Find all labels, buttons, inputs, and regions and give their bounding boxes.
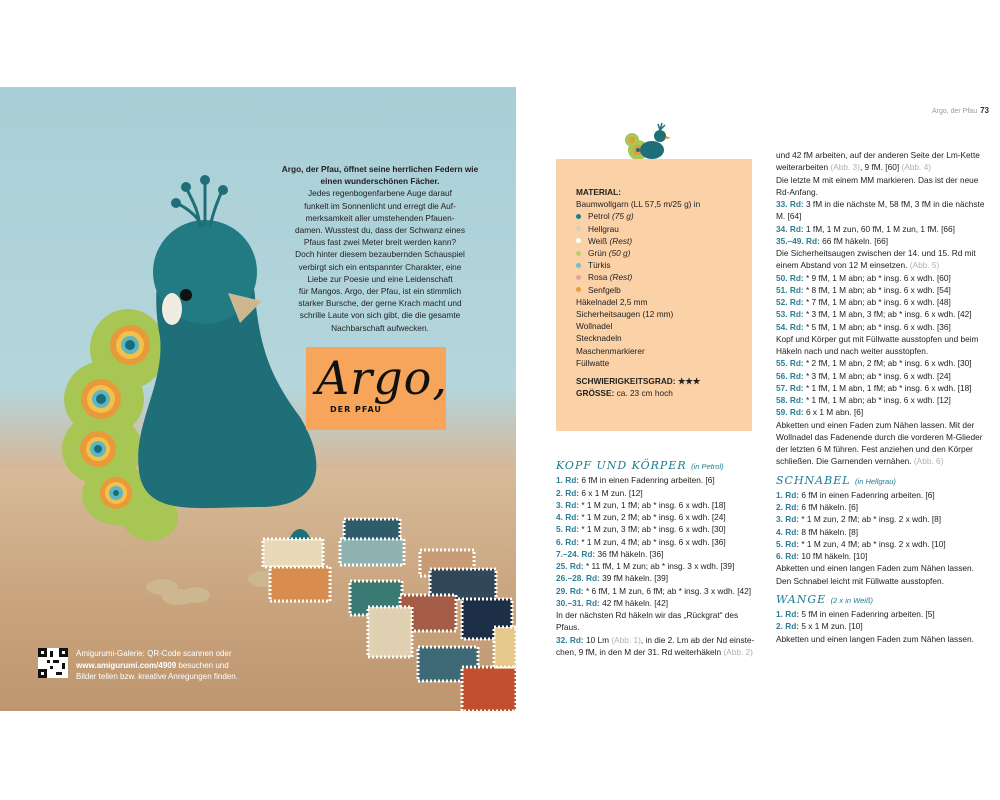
intro-line: schrille Laute von sich gibt, die die gesamte — [299, 310, 461, 321]
figure-ref: (Abb. 4) — [901, 162, 931, 173]
round-text: 3 fM in die nächste M, 58 fM, 3 fM in die nächste — [803, 199, 985, 209]
round-label: 58. Rd: — [776, 395, 804, 405]
intro-line: merksamkeit aller umstehenden Pfauen- — [305, 212, 455, 223]
round-text: * 9 fM, 1 M abn; ab * insg. 6 x wdh. [60] — [803, 272, 951, 283]
round-row — [776, 501, 998, 513]
intro-line: Jedes regenbogenfarbene Auge darauf — [308, 188, 452, 199]
round-text: * 1 M zun, 1 fM; ab * insg. 6 x wdh. [18] — [579, 499, 726, 510]
material-item: Wollnadel — [576, 321, 613, 332]
round-label: 25. Rd: — [556, 561, 584, 571]
intro-line: damen. Wusstest du, dass der Schwanz eines — [294, 225, 466, 236]
instruction-text: Kopf und Körper gut mit Füllwatte ausstopfen und beim — [776, 333, 979, 344]
material-box — [556, 159, 752, 431]
instruction-text — [776, 161, 998, 173]
color-dot — [576, 251, 581, 256]
page-number: 73 — [980, 106, 989, 115]
round-text: 39 fM häkeln. [39] — [599, 573, 669, 584]
qr-line-3: Bilder teilen bzw. kreative Anregungen finden. — [76, 672, 238, 681]
instruction-segment: schließen. Die Garnenden vernähen. — [776, 456, 914, 467]
intro-lead: Argo, der Pfau, öffnet seine herrlichen Federn wie einen wunderschönen Fächer. — [281, 164, 479, 187]
round-label: 3. Rd: — [776, 514, 800, 525]
round-text: 8 fM häkeln. [8] — [799, 526, 859, 537]
round-label: 6. Rd: — [776, 551, 800, 561]
material-color-item — [576, 210, 700, 222]
intro-line: starker Bursche, der gerne Krach macht und — [298, 298, 462, 309]
material-color-item — [576, 235, 700, 247]
round-row — [556, 585, 766, 597]
figure-ref: (Abb. 2) — [723, 646, 753, 657]
color-label: Grün — [588, 248, 607, 259]
round-text: M. [64] — [776, 211, 802, 222]
instruction-text — [776, 455, 998, 467]
round-label: 29. Rd: — [556, 585, 584, 596]
round-text: * 1 M zun, 4 fM; ab * insg. 6 x wdh. [36] — [579, 536, 726, 547]
round-row — [776, 382, 998, 394]
round-row — [776, 223, 998, 235]
round-label: 1. Rd: — [556, 475, 580, 486]
round-label: 32. Rd: — [556, 634, 584, 645]
section-heading-text: SCHNABEL — [776, 473, 851, 487]
kopf-section — [556, 456, 766, 658]
round-row — [776, 538, 998, 550]
round-label: 5. Rd: — [556, 524, 580, 535]
instruction-text: und 42 fM arbeiten, auf der anderen Seite der Lm-Kette — [776, 150, 980, 160]
material-color-item — [576, 223, 700, 235]
size-label: GRÖSSE: — [576, 388, 615, 399]
material-heading: MATERIAL: — [576, 187, 622, 197]
round-text: 1 fM, 1 M zun, 60 fM, 1 M zun, 1 fM. [66] — [803, 223, 955, 234]
round-row — [776, 370, 998, 382]
round-text: * 1 M zun, 3 fM; ab * insg. 6 x wdh. [30] — [579, 524, 726, 535]
round-text: 10 fM häkeln. [10] — [799, 551, 868, 561]
section-heading-text: KOPF UND KÖRPER — [556, 459, 687, 472]
round-row — [556, 548, 766, 560]
round-label: 34. Rd: — [776, 223, 804, 234]
round-text: * 1 M zun, 2 fM; ab * insg. 2 x wdh. [8] — [799, 514, 942, 525]
instruction-text: Rd-Anfang. — [776, 186, 818, 197]
round-label: 53. Rd: — [776, 309, 804, 320]
round-row — [776, 321, 998, 333]
color-dot — [576, 287, 581, 292]
round-text: 6 x 1 M zun. [12] — [579, 487, 643, 498]
instruction-text: In der nächsten Rd häkeln wir das „Rückgrat“ des — [556, 610, 739, 620]
round-label: 5. Rd: — [776, 538, 800, 549]
round-row — [776, 308, 998, 320]
round-label: 59. Rd: — [776, 407, 804, 418]
color-note: (Rest) — [609, 235, 633, 246]
round-row — [556, 499, 766, 511]
color-dot — [576, 275, 581, 280]
round-label: 2. Rd: — [776, 502, 800, 512]
intro-line: Doch hinter diesem bezaubernden Schauspiel — [295, 249, 465, 260]
instruction-segment: weiterarbeiten — [776, 162, 831, 173]
instruction-segment: einem Abstand von 12 M einsetzen. — [776, 260, 910, 271]
round-label: 2. Rd: — [776, 621, 800, 632]
instruction-text: Den Schnabel leicht mit Füllwatte ausstopfen. — [776, 575, 944, 586]
round-row — [776, 198, 998, 210]
material-item: Füllwatte — [576, 357, 610, 368]
instruction-text: Abketten und einen langen Faden zum Nähen lassen. — [776, 633, 974, 644]
round-row — [776, 210, 998, 222]
running-header — [932, 106, 989, 115]
round-text: * 1 M zun, 2 fM; ab * insg. 6 x wdh. [24] — [579, 512, 726, 522]
color-note: (75 g) — [612, 211, 634, 222]
round-label: 30.–31. Rd: — [556, 597, 600, 608]
round-text: 6 x 1 M abn. [6] — [803, 407, 864, 418]
round-row — [776, 608, 998, 620]
intro-text — [272, 163, 488, 334]
color-label: Senfgelb — [588, 284, 621, 295]
round-label: 57. Rd: — [776, 382, 804, 393]
round-row — [776, 620, 998, 632]
intro-line: Pfaus fast zwei Meter breit werden kann? — [303, 237, 457, 248]
round-text: chen, 9 fM, in den M der 31. Rd weiterhäkeln — [556, 646, 724, 657]
round-text: * 1 M zun, 4 fM; ab * insg. 2 x wdh. [10] — [799, 538, 946, 549]
color-note: (Rest) — [609, 272, 633, 283]
intro-line: verbirgt sich ein entspannter Charakter, eine — [298, 261, 462, 272]
material-item: Sicherheitsaugen (12 mm) — [576, 309, 674, 320]
intro-line: Liebe zur Poesie und eine Leidenschaft — [307, 273, 453, 284]
round-text: 36 fM häkeln. [36] — [595, 548, 664, 559]
section-heading — [556, 460, 766, 473]
instruction-text: Abketten und einen langen Faden zum Nähen lassen. — [776, 563, 974, 574]
round-row — [776, 394, 998, 406]
instruction-text — [556, 646, 766, 658]
instruction-text — [776, 259, 998, 271]
round-row — [776, 296, 998, 308]
section-heading-text: WANGE — [776, 592, 827, 606]
round-text: * 8 fM, 1 M abn; ab * insg. 6 x wdh. [54] — [803, 284, 951, 295]
title-box — [306, 347, 446, 430]
instruction-text: Häkeln nach und nach weiter ausstopfen. — [776, 346, 929, 356]
material-yarn: Baumwollgarn (LL 57,5 m/25 g) in — [576, 199, 701, 210]
round-label: 26.–28. Rd: — [556, 573, 600, 584]
section-note: (in Petrol) — [691, 462, 724, 471]
material-color-item — [576, 259, 700, 271]
material-item: Häkelnadel 2,5 mm — [576, 296, 648, 307]
round-text: 66 fM häkeln. [66] — [819, 235, 889, 246]
round-label: 52. Rd: — [776, 297, 804, 307]
qr-line-2: besuchen und — [176, 660, 229, 670]
round-text: 42 fM häkeln. [42] — [599, 597, 669, 608]
section-heading — [776, 594, 998, 607]
instruction-text: Die Sicherheitsaugen zwischen der 14. und 15. Rd mit — [776, 248, 976, 258]
round-label: 56. Rd: — [776, 370, 804, 381]
page-subtitle: DER PFAU — [330, 405, 382, 414]
instructions-column — [776, 149, 998, 645]
round-row — [776, 357, 998, 369]
color-note: (50 g) — [608, 248, 631, 259]
color-label: Türkis — [588, 260, 611, 271]
qr-url-link[interactable]: www.amigurumi.com/4909 — [76, 660, 177, 670]
round-label: 6. Rd: — [556, 536, 580, 547]
round-text: 6 fM in einen Fadenring arbeiten. [6] — [799, 489, 935, 500]
intro-line: Nachbarschaft aufwecken. — [331, 322, 429, 333]
size-value: ca. 23 cm hoch — [614, 388, 673, 399]
round-row — [776, 526, 998, 538]
round-text: 5 x 1 M zun. [10] — [799, 621, 863, 632]
color-label: Rosa — [588, 272, 608, 283]
round-row — [776, 284, 998, 296]
round-row — [776, 406, 998, 418]
round-text: * 3 fM, 1 M abn; ab * insg. 6 x wdh. [24] — [803, 370, 951, 381]
round-label: 4. Rd: — [556, 512, 580, 522]
color-label: Weiß — [588, 235, 608, 246]
round-text: 6 fM häkeln. [6] — [799, 502, 859, 512]
qr-caption — [76, 648, 276, 683]
round-row — [776, 235, 998, 247]
round-row — [556, 523, 766, 535]
running-title: Argo, der Pfau — [931, 108, 978, 115]
round-row — [556, 597, 766, 609]
round-text: * 1 fM, 1 M abn, 1 fM; ab * insg. 6 x wdh. [18] — [803, 382, 972, 393]
color-dot — [576, 263, 581, 268]
intro-line: für Mangos. Argo, der Pfau, ist ein stimmlich — [298, 286, 462, 297]
difficulty: SCHWIERIGKEITSGRAD: ★★★ — [576, 376, 701, 387]
material-item: Stecknadeln — [576, 333, 622, 344]
round-text: 5 fM in einen Fadenring arbeiten. [5] — [799, 609, 935, 619]
figure-ref: (Abb. 5) — [909, 260, 940, 271]
round-row — [556, 572, 766, 584]
round-row — [556, 560, 766, 572]
round-row — [556, 634, 766, 646]
round-row — [776, 489, 998, 501]
instruction-text: Pfaus. — [556, 622, 580, 633]
page-title: Argo, — [316, 351, 448, 405]
round-label: 51. Rd: — [776, 284, 804, 295]
instruction-text: Wollnadel das Fadenende durch die vorderen M-Glieder — [776, 431, 983, 442]
color-label: Hellgrau — [588, 223, 619, 234]
section-note: (2 x in Weiß) — [830, 595, 874, 605]
round-label: 1. Rd: — [776, 609, 800, 619]
figure-ref: (Abb. 3) — [830, 162, 860, 173]
figure-ref: (Abb. 6) — [913, 456, 944, 467]
round-label: 55. Rd: — [776, 358, 804, 369]
qr-line-1: Amigurumi-Galerie: QR-Code scannen oder — [76, 649, 232, 658]
color-dot — [576, 214, 581, 219]
peacock-icon — [622, 120, 672, 164]
round-text: * 6 fM, 1 M zun, 6 fM; ab * insg. 3 x wdh. [42] — [583, 585, 752, 596]
qr-code-icon[interactable] — [38, 648, 68, 678]
material-item: Maschenmarkierer — [576, 345, 645, 356]
round-text: * 5 fM, 1 M abn; ab * insg. 6 x wdh. [36] — [803, 321, 951, 332]
section-heading — [776, 475, 998, 488]
round-text: * 7 fM, 1 M abn; ab * insg. 6 x wdh. [48] — [803, 297, 951, 307]
material-color-item — [576, 271, 700, 283]
round-row — [556, 474, 766, 486]
round-row — [556, 536, 766, 548]
color-label: Petrol — [588, 211, 610, 222]
round-text: * 3 fM, 1 M abn, 3 fM; ab * insg. 6 x wdh. [42] — [803, 309, 972, 320]
material-color-item — [576, 247, 700, 259]
round-row — [556, 487, 766, 499]
product-photo — [0, 87, 516, 711]
round-row — [776, 513, 998, 525]
round-label: 7.–24. Rd: — [556, 548, 596, 559]
color-dot — [576, 238, 581, 243]
round-row — [776, 550, 998, 562]
round-row — [776, 272, 998, 284]
round-text: * 1 fM, 1 M abn; ab * insg. 6 x wdh. [12] — [803, 395, 951, 405]
instruction-segment: , 9 fM. [60] — [859, 162, 902, 173]
round-label: 54. Rd: — [776, 321, 804, 332]
color-dot — [576, 226, 581, 231]
section-note: (in Hellgrau) — [855, 476, 896, 486]
round-text: 10 Lm — [583, 634, 612, 645]
instruction-text: Abketten und einen Faden zum Nähen lassen. Mit der — [776, 419, 975, 430]
round-label: 2. Rd: — [556, 487, 580, 498]
round-label: 3. Rd: — [556, 499, 580, 510]
round-label: 50. Rd: — [776, 272, 804, 283]
round-text: , in die 2. Lm ab der Nd einste- — [640, 634, 755, 645]
round-label: 35.–49. Rd: — [776, 235, 820, 246]
round-text: * 11 fM, 1 M zun; ab * insg. 3 x wdh. [39] — [583, 561, 735, 571]
material-color-item — [576, 284, 700, 296]
round-label: 1. Rd: — [776, 489, 800, 500]
instruction-text: Die letzte M mit einem MM markieren. Das ist der neue — [776, 174, 979, 185]
round-text: 6 fM in einen Fadenring arbeiten. [6] — [579, 475, 715, 486]
instruction-text: der letzten 6 M führen. Fest anziehen und den Körper — [776, 444, 973, 454]
intro-line: funkelt im Sonnenlicht und erregt die Auf- — [304, 200, 456, 211]
round-row — [556, 511, 766, 523]
round-label: 4. Rd: — [776, 526, 800, 537]
round-text: * 2 fM, 1 M abn, 2 fM; ab * insg. 6 x wdh. [30] — [803, 358, 972, 369]
round-label: 33. Rd: — [776, 199, 804, 209]
figure-ref: (Abb. 1) — [611, 634, 641, 645]
